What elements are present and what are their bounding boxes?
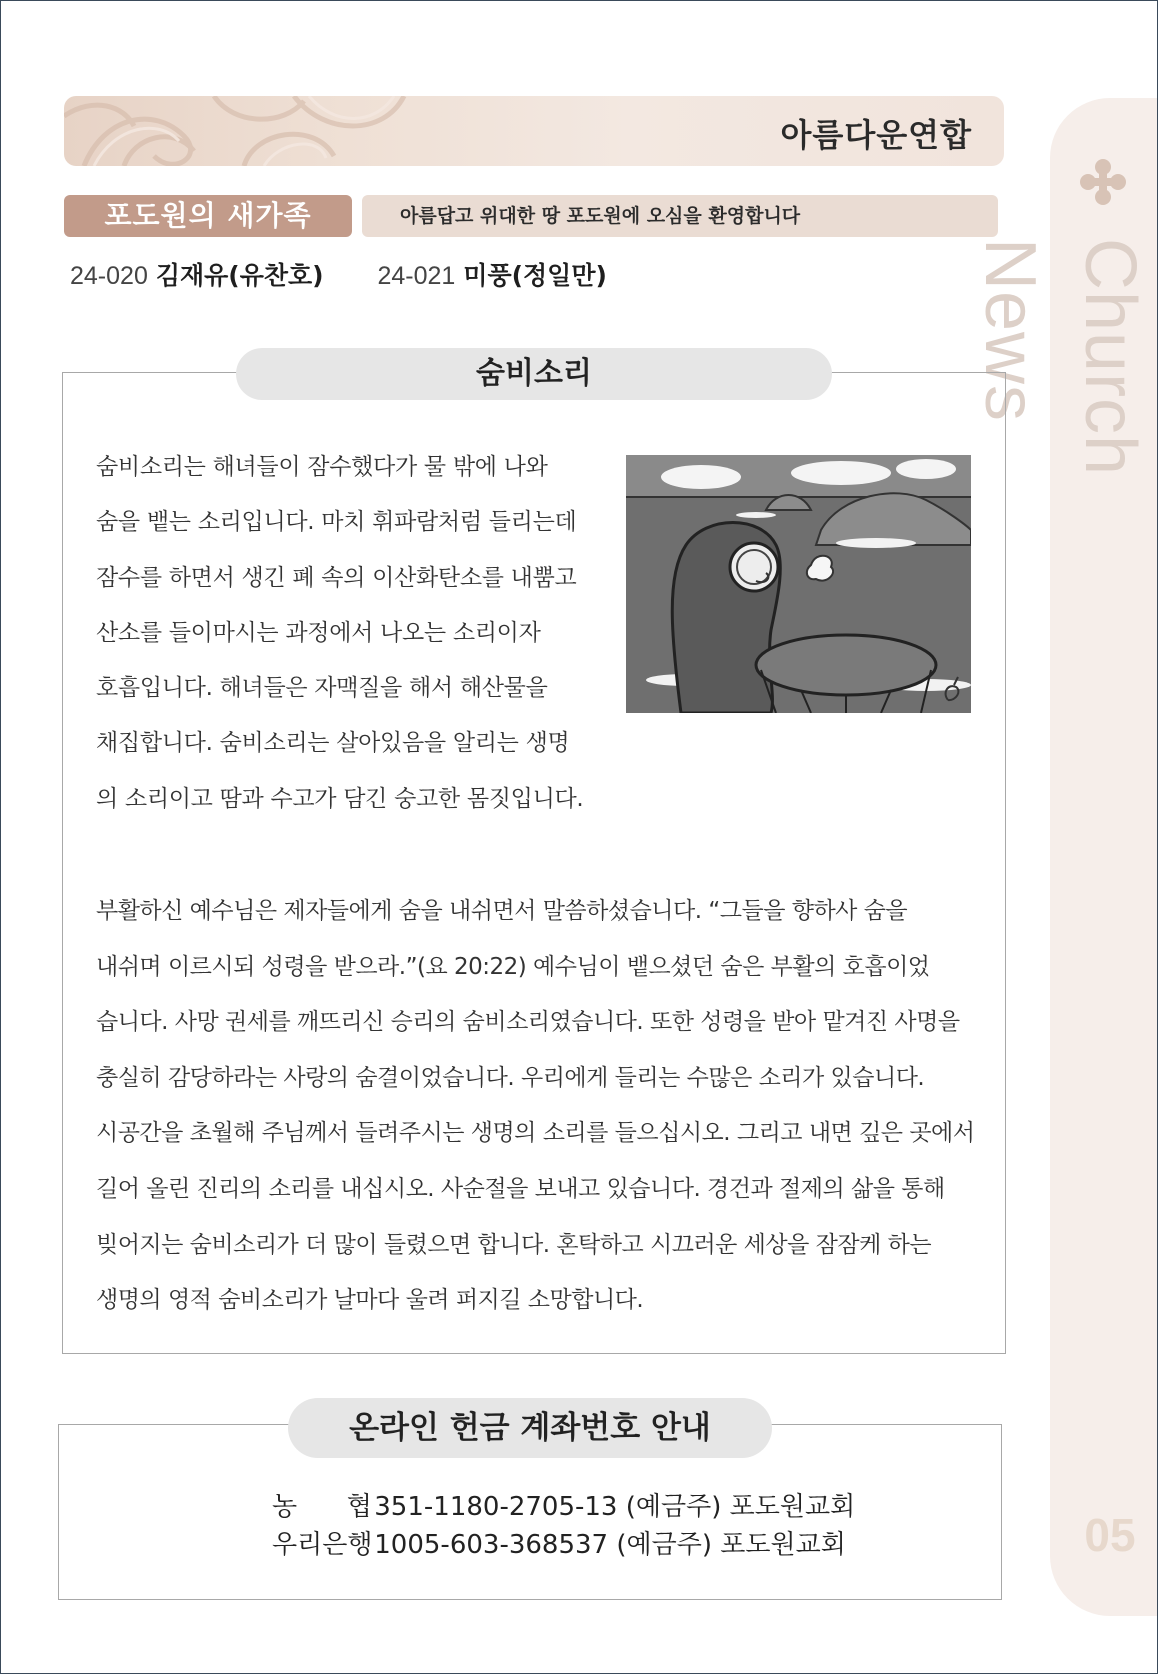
article-title: 숨비소리 bbox=[236, 348, 832, 400]
text-line: 생명의 영적 숨비소리가 날마다 울려 퍼지길 소망합니다. bbox=[96, 1287, 644, 1314]
text-line: 부활하신 예수님은 제자들에게 숨을 내쉬면서 말씀하셨습니다. “그들을 향하사 숨을 bbox=[96, 898, 908, 924]
account-line-nh bbox=[272, 1486, 855, 1523]
cross-icon bbox=[1079, 158, 1127, 206]
text-line: 숨비소리는 해녀들이 잠수했다가 물 밖에 나와 bbox=[96, 454, 548, 480]
member-name: 김재유(유찬호) bbox=[155, 261, 324, 290]
header-title: 아름다운연합 bbox=[780, 116, 972, 154]
text-line: 의 소리이고 땀과 수고가 담긴 숭고한 몸짓입니다. bbox=[96, 785, 584, 812]
page-number: 05 bbox=[1084, 1509, 1136, 1561]
member-number: 24-021 bbox=[377, 262, 456, 290]
text-line: 습니다. 사망 권세를 깨뜨리신 승리의 숨비소리였습니다. 또한 성령을 받아 맡겨진 사명을 bbox=[96, 1009, 960, 1036]
text-line: 길어 올린 진리의 소리를 내십시오. 사순절을 보내고 있습니다. 경건과 절제의 삶을 통해 bbox=[96, 1175, 945, 1202]
account-detail: 1005-603-368537 (예금주) 포도원교회 bbox=[374, 1530, 846, 1560]
rose-pattern-decoration bbox=[64, 96, 424, 166]
article-paragraph-1 bbox=[96, 440, 598, 827]
account-detail: 351-1180-2705-13 (예금주) 포도원교회 bbox=[374, 1492, 856, 1522]
bank-name: 농 협 bbox=[272, 1492, 372, 1522]
account-line-woori bbox=[272, 1524, 846, 1561]
account-title: 온라인 헌금 계좌번호 안내 bbox=[288, 1398, 772, 1458]
text-line: 잠수를 하면서 생긴 폐 속의 이산화탄소를 내뿜고 bbox=[96, 564, 577, 591]
member-name: 미풍(정일만) bbox=[463, 261, 607, 290]
article-paragraph-2 bbox=[96, 884, 976, 1329]
new-family-members bbox=[70, 256, 607, 292]
welcome-banner: 아름답고 위대한 땅 포도원에 오심을 환영합니다 bbox=[362, 195, 998, 237]
text-line: 산소를 들이마시는 과정에서 나오는 소리이자 bbox=[96, 619, 541, 646]
side-title: Church News bbox=[970, 238, 1150, 477]
new-family-tag: 포도원의 새가족 bbox=[64, 195, 352, 237]
text-line: 충실히 감당하라는 사랑의 숨결이었습니다. 우리에게 들리는 수많은 소리가 있습니다. bbox=[96, 1064, 925, 1091]
section-header bbox=[64, 96, 1004, 166]
member-number: 24-020 bbox=[70, 262, 148, 290]
text-line: 시공간을 초월해 주님께서 들려주시는 생명의 소리를 들으십시오. 그리고 내면 깊은 곳에서 bbox=[96, 1120, 975, 1147]
text-line: 채집합니다. 숨비소리는 살아있음을 알리는 생명 bbox=[96, 730, 570, 757]
text-line: 내쉬며 이르시되 성령을 받으라.”(요 20:22) 예수님이 뱉으셨던 숨은 부활의 호흡이었 bbox=[96, 953, 930, 980]
text-line: 숨을 뱉는 소리입니다. 마치 휘파람처럼 들리는데 bbox=[96, 509, 577, 536]
text-line: 빚어지는 숨비소리가 더 많이 들렸으면 합니다. 혼탁하고 시끄러운 세상을 잠잠케 하는 bbox=[96, 1231, 932, 1258]
haenyeo-illustration bbox=[626, 455, 971, 713]
text-line: 호흡입니다. 해녀들은 자맥질을 해서 해산물을 bbox=[96, 675, 548, 702]
bank-name: 우리은행 bbox=[272, 1530, 373, 1560]
